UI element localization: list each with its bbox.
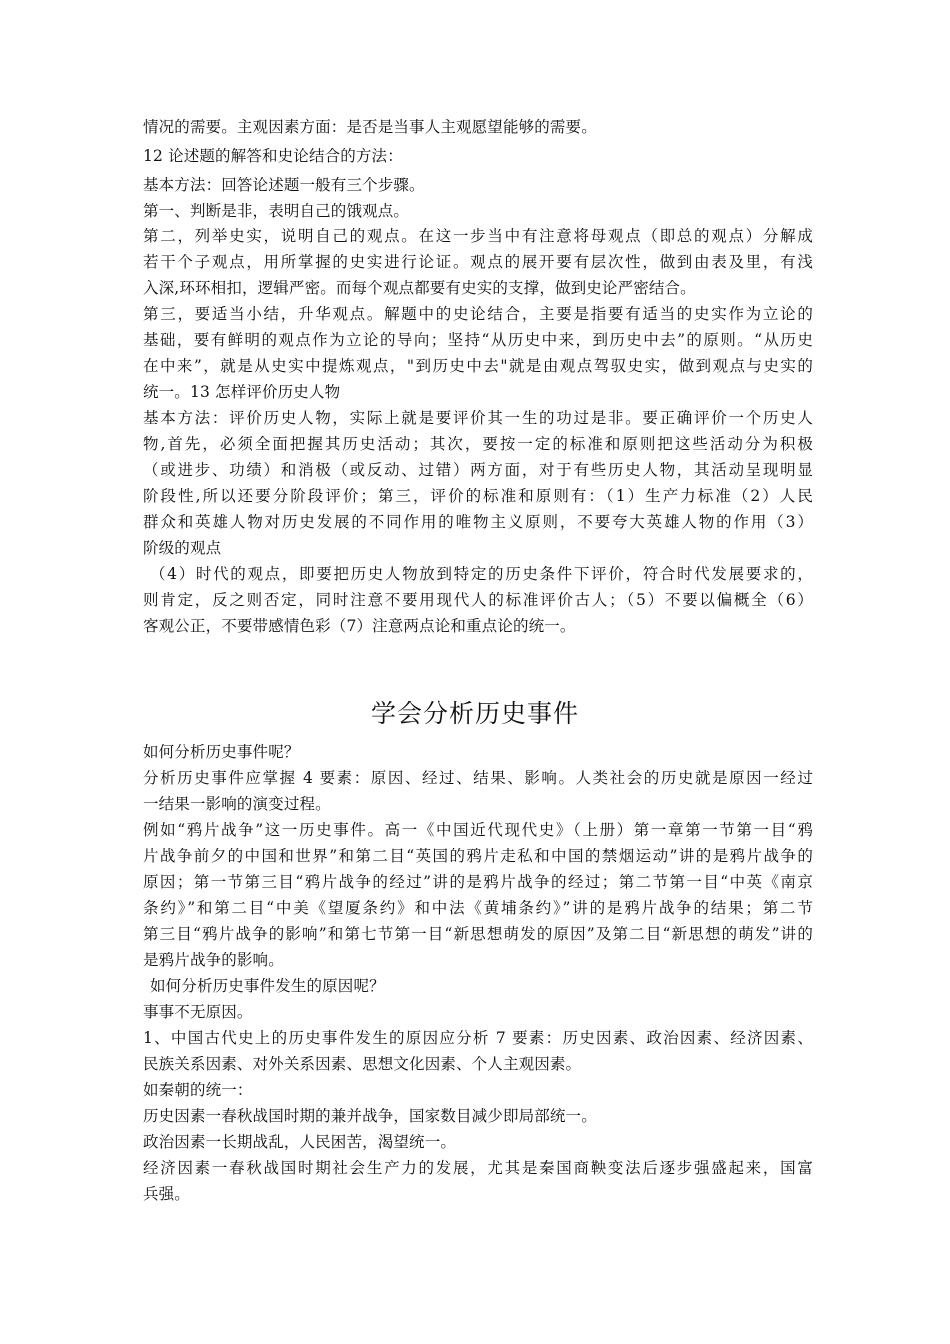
body-text-line: （或进步、功绩）和消极（或反动、过错）两方面，对于有些历史人物，其活动呈现明显 (143, 461, 813, 479)
body-text-line: 条约》”和第二目“中美《望厦条约》和中法《黄埔条约》”讲的是鸦片战争的结果；第二节 (143, 899, 813, 917)
body-text-line: 政治因素一长期战乱，人民困苦，渴望统一。 (143, 1133, 457, 1151)
body-text-line: 1、中国古代史上的历史事件发生的原因应分析 7 要素：历史因素、政治因素、经济因素、 (143, 1029, 813, 1047)
body-text-line: 历史因素一春秋战国时期的兼并战争，国家数目减少即局部统一。 (143, 1107, 597, 1125)
body-text-line: 情况的需要。主观因素方面：是否是当事人主观愿望能够的需要。 (143, 118, 597, 136)
body-text-line: 基本方法：评价历史人物，实际上就是要评价其一生的功过是非。要正确评价一个历史人 (143, 409, 813, 427)
body-text-line: 原因；第一节第三目“鸦片战争的经过”讲的是鸦片战争的经过；第二节第一目“中英《南京 (143, 873, 813, 891)
question-heading: 12 论述题的解答和史论结合的方法： (143, 147, 403, 165)
body-text-line: 物,首先，必须全面把握其历史活动；其次，要按一定的标准和原则把这些活动分为积极 (143, 435, 813, 453)
body-text-line: 片战争前夕的中国和世界”和第二目“英国的鸦片走私和中国的禁烟运动”讲的是鸦片战争的 (143, 847, 813, 865)
body-text-line: 如何分析历史事件呢？ (143, 743, 300, 761)
body-text-line: 例如“鸦片战争”这一历史事件。高一《中国近代现代史》（上册）第一章第一节第一目“鸦 (143, 821, 813, 839)
body-text-line: 则肯定，反之则否定，同时注意不要用现代人的标准评价古人；（5）不要以偏概全（6） (143, 591, 813, 609)
body-text-line: 如秦朝的统一： (143, 1081, 253, 1099)
body-text-line: 第一、判断是非，表明自己的饿观点。 (143, 202, 410, 220)
body-text-line: 一结果一影响的演变过程。 (143, 795, 331, 813)
body-text-line: 第二，列举史实，说明自己的观点。在这一步当中有注意将母观点（即总的观点）分解成 (143, 227, 813, 245)
body-text-line: （4）时代的观点，即要把历史人物放到特定的历史条件下评价，符合时代发展要求的， (150, 565, 813, 583)
body-text-line: 民族关系因素、对外关系因素、思想文化因素、个人主观因素。 (143, 1055, 582, 1073)
question-heading: 统一。13 怎样评价历史人物 (143, 383, 341, 401)
body-text-line: 是鸦片战争的影响。 (143, 951, 284, 969)
body-text-line: 阶级的观点 (143, 539, 222, 557)
body-text-line: 群众和英雄人物对历史发展的不同作用的唯物主义原则，不要夸大英雄人物的作用（3） (143, 513, 813, 531)
body-text-line: 在中来”，就是从史实中提炼观点，"到历史中去"就是由观点驾驭史实，做到观点与史实的 (143, 357, 813, 375)
body-text-line: 事事不无原因。 (143, 1003, 253, 1021)
body-text-line: 基本方法：回答论述题一般有三个步骤。 (143, 176, 425, 194)
body-text-line: 基础，要有鲜明的观点作为立论的导向；坚持“从历史中来，到历史中去”的原则。“从历史 (143, 331, 813, 349)
body-text-line: 如何分析历史事件发生的原因呢？ (150, 977, 385, 995)
body-text-line: 兵强。 (143, 1185, 190, 1203)
section-title: 学会分析历史事件 (370, 699, 579, 728)
body-text-line: 客观公正，不要带感情色彩（7）注意两点论和重点论的统一。 (143, 617, 576, 635)
body-text-line: 分析历史事件应掌握 4 要素：原因、经过、结果、影响。人类社会的历史就是原因一经过 (143, 769, 813, 787)
body-text-line: 经济因素一春秋战国时期社会生产力的发展，尤其是秦国商鞅变法后逐步强盛起来，国富 (143, 1159, 813, 1177)
body-text-line: 入深,环环相扣，逻辑严密。而每个观点都要有史实的支撑，做到史论严密结合。 (143, 279, 696, 297)
body-text-line: 第三，要适当小结，升华观点。解题中的史论结合，主要是指要有适当的史实作为立论的 (143, 305, 813, 323)
body-text-line: 若干个子观点，用所掌握的史实进行论证。观点的展开要有层次性，做到由表及里，有浅 (143, 253, 813, 271)
body-text-line: 阶段性,所以还要分阶段评价；第三，评价的标准和原则有：（1）生产力标准（2）人民 (143, 487, 813, 505)
body-text-line: 第三目“鸦片战争的影响”和第七节第一目“新思想萌发的原因”及第二目“新思想的萌发”讲的 (143, 925, 813, 943)
